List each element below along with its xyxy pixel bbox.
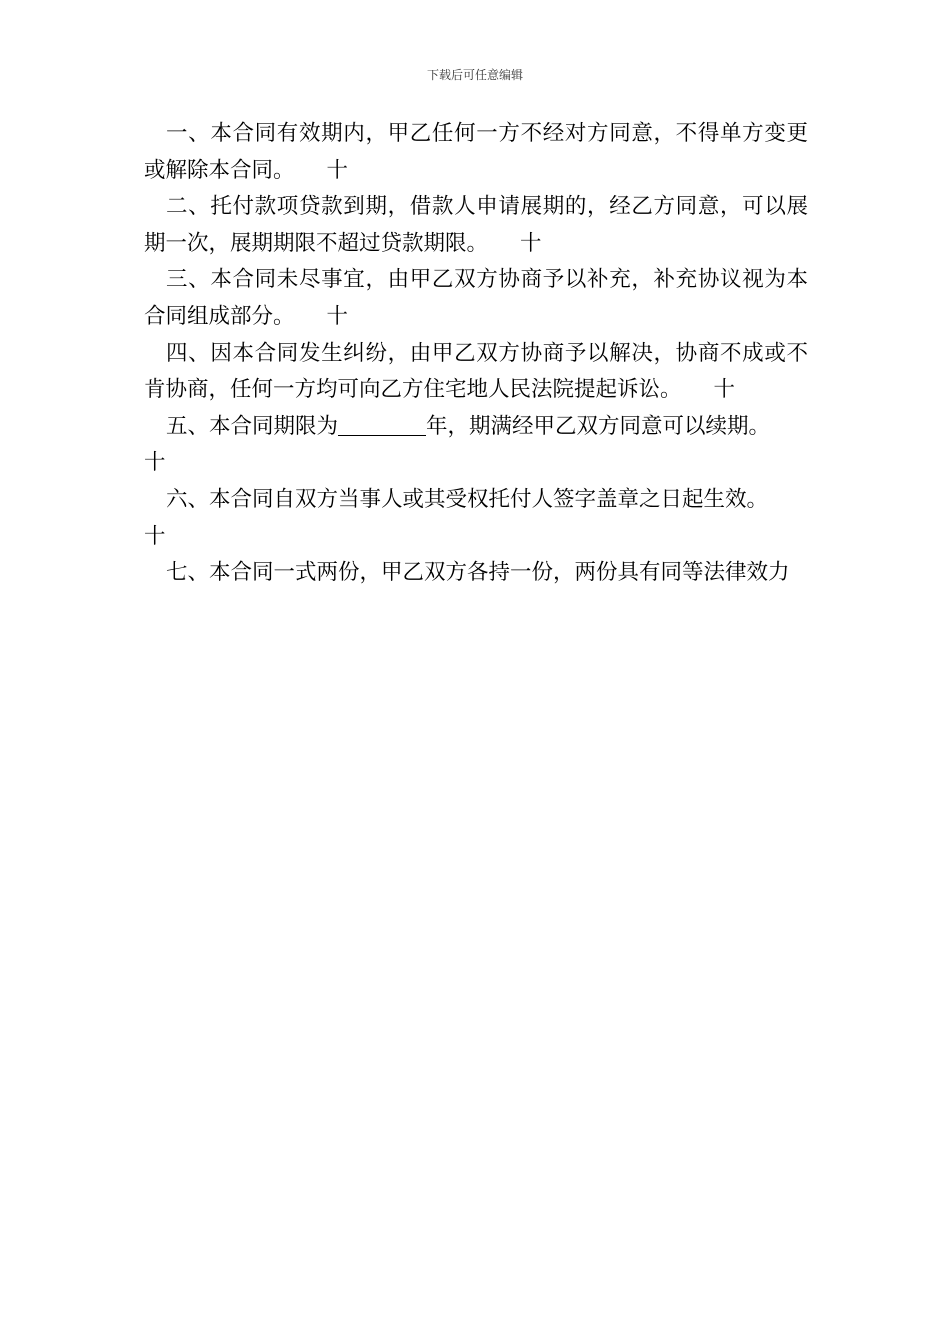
- clause-7: [144, 555, 808, 592]
- clause-text-before: 五、本合同期限为: [166, 413, 339, 439]
- clause-text: 二、托付款项贷款到期，借款人申请展期的，经乙方同意，可以展期一次，展期期限不超过贷款期限。: [144, 194, 808, 256]
- cross-mark: 十: [326, 157, 349, 183]
- clause-2: [144, 189, 808, 262]
- contract-body: [144, 116, 808, 592]
- clause-3: [144, 262, 808, 335]
- clause-5: [144, 409, 808, 482]
- clause-text: 七、本合同一式两份，甲乙双方各持一份，两份具有同等法律效力: [166, 560, 790, 586]
- cross-mark: 十: [520, 230, 542, 256]
- term-blank-field[interactable]: [338, 413, 426, 436]
- cross-mark: 十: [326, 303, 349, 329]
- cross-mark: 十: [713, 377, 736, 403]
- clause-4: [144, 336, 808, 409]
- cross-mark: 十: [144, 450, 166, 476]
- clause-text: 六、本合同自双方当事人或其受权托付人签字盖章之日起生效。: [166, 486, 769, 512]
- page-header: 下载后可任意编辑: [426, 68, 523, 82]
- clause-text-after: 年，期满经甲乙双方同意可以续期。: [426, 413, 771, 439]
- clause-text: 三、本合同未尽事宜，由甲乙双方协商予以补充，补充协议视为本合同组成部分。: [144, 267, 808, 329]
- cross-mark: 十: [144, 523, 166, 549]
- clause-1: [144, 116, 808, 189]
- clause-text: 四、因本合同发生纠纷，由甲乙双方协商予以解决，协商不成或不肯协商，任何一方均可向乙方住宅地人民法院提起诉讼。: [144, 340, 808, 403]
- clause-text: 一、本合同有效期内，甲乙任何一方不经对方同意，不得单方变更或解除本合同。: [144, 121, 808, 183]
- clause-6: [144, 482, 808, 555]
